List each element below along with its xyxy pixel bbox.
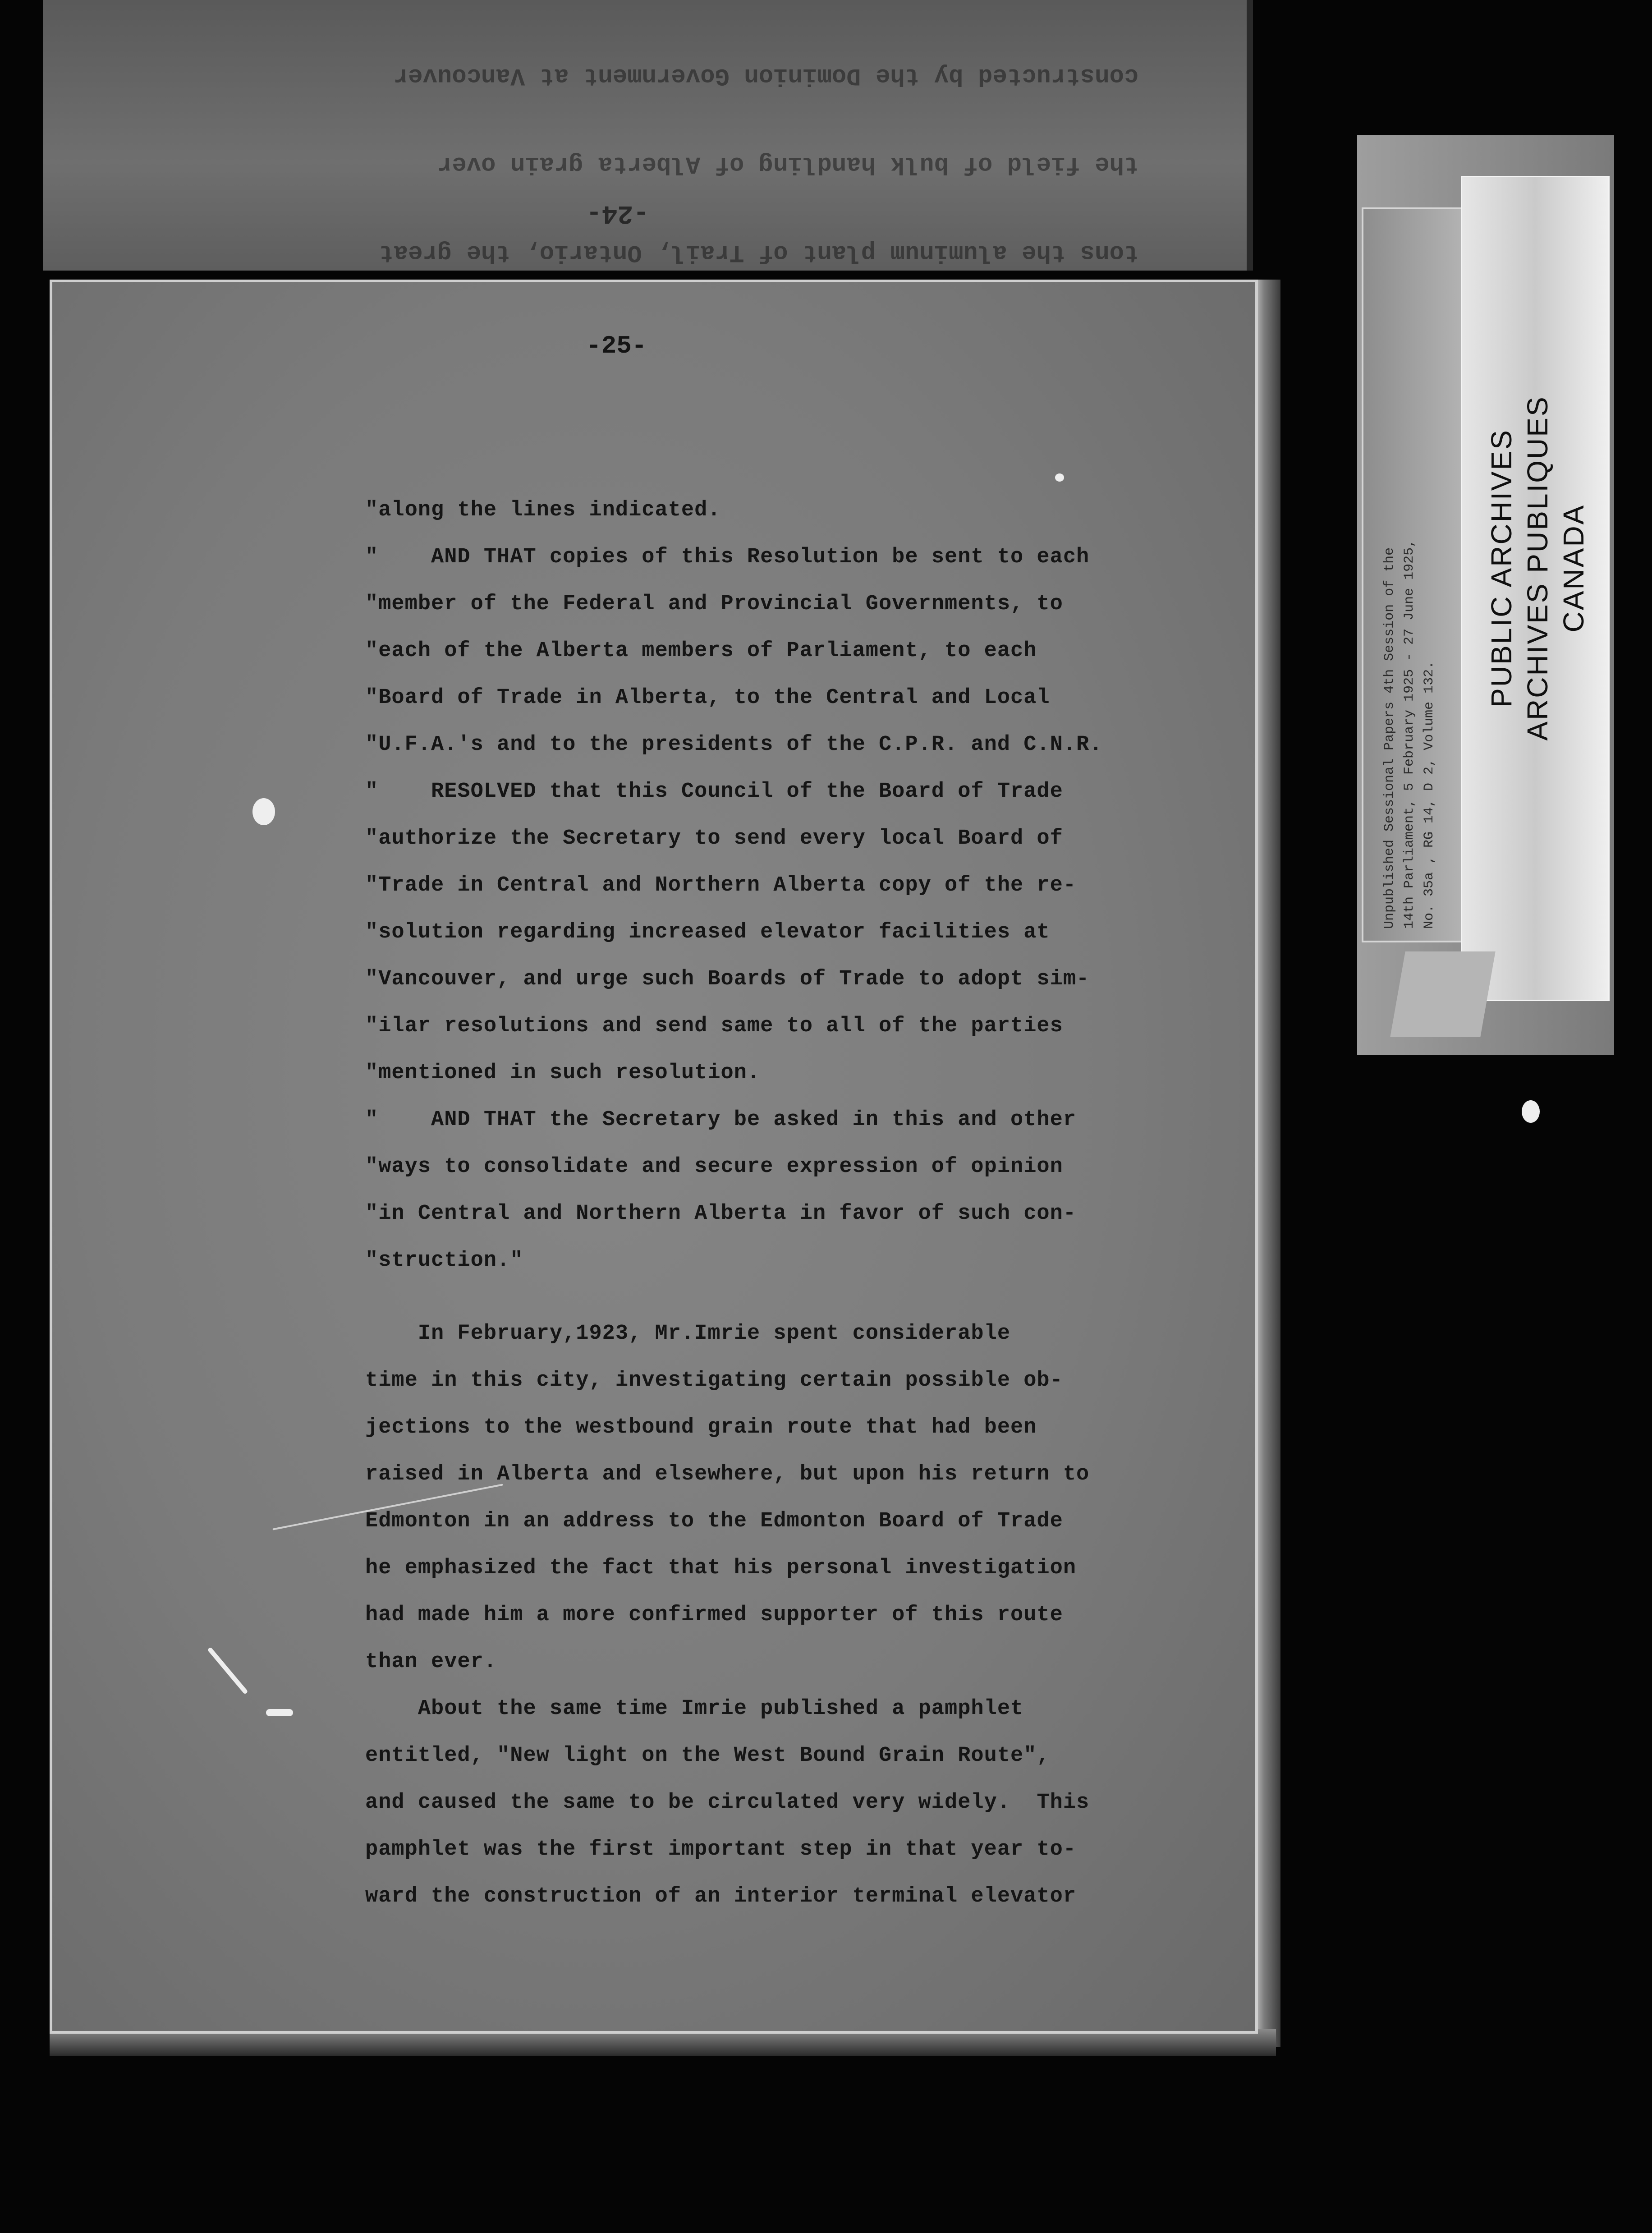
text-line: "U.F.A.'s and to the presidents of the C.P.R. and C.N.R. bbox=[365, 733, 1103, 757]
reference-line: No. 35a , RG 14, D 2, Volume 132. bbox=[1422, 661, 1437, 929]
text-line: pamphlet was the first important step in that year to- bbox=[365, 1838, 1077, 1861]
paragraph-resolution bbox=[365, 487, 1222, 1284]
text-line: " AND THAT copies of this Resolution be sent to each bbox=[365, 545, 1090, 569]
text-line: In February,1923, Mr.Imrie spent considerable bbox=[365, 1322, 1011, 1346]
text-line: than ever. bbox=[365, 1650, 497, 1674]
stamp-line: ARCHIVES PUBLIQUES bbox=[1521, 395, 1554, 741]
text-line: " AND THAT the Secretary be asked in this and other bbox=[365, 1108, 1077, 1132]
paragraph-gap bbox=[365, 1284, 1222, 1310]
film-speck bbox=[1055, 473, 1064, 482]
page-number: -25- bbox=[586, 331, 647, 360]
text-line: "in Central and Northern Alberta in favor of such con- bbox=[365, 1202, 1077, 1226]
archive-reference-text bbox=[1380, 198, 1439, 929]
previous-page-number: -24- bbox=[586, 198, 649, 228]
prev-line-2: the field of bulk handling of Alberta grain over bbox=[437, 150, 1139, 178]
reference-line: Unpublished Sessional Papers 4th Session of the bbox=[1382, 547, 1397, 929]
text-line: "authorize the Secretary to send every local Board of bbox=[365, 827, 1063, 850]
text-line: and caused the same to be circulated very widely. This bbox=[365, 1791, 1090, 1815]
film-speck bbox=[252, 798, 275, 825]
stamp-line: PUBLIC ARCHIVES bbox=[1485, 429, 1518, 708]
previous-page bbox=[43, 0, 1253, 271]
text-line: ward the construction of an interior terminal elevator bbox=[365, 1884, 1077, 1908]
text-line: "Vancouver, and urge such Boards of Trade to adopt sim- bbox=[365, 967, 1090, 991]
previous-page-bleedthrough-text bbox=[340, 9, 1197, 318]
text-line: "each of the Alberta members of Parliament, to each bbox=[365, 639, 1037, 663]
text-line: entitled, "New light on the West Bound Grain Route", bbox=[365, 1744, 1050, 1768]
text-line: "Board of Trade in Alberta, to the Central and Local bbox=[365, 686, 1050, 710]
prev-line-3: constructed by the Dominion Government at Vancouver bbox=[393, 62, 1139, 89]
text-line: "along the lines indicated. bbox=[365, 498, 721, 522]
archive-label-foot bbox=[1390, 951, 1496, 1037]
text-line: jections to the westbound grain route that had been bbox=[365, 1415, 1037, 1439]
text-line: "solution regarding increased elevator facilities at bbox=[365, 920, 1050, 944]
text-line: had made him a more confirmed supporter of this route bbox=[365, 1603, 1063, 1627]
text-line: raised in Alberta and elsewhere, but upon his return to bbox=[365, 1462, 1090, 1486]
text-line: "Trade in Central and Northern Alberta copy of the re- bbox=[365, 873, 1077, 897]
reference-line: 14th Parliament, 5 February 1925 - 27 June 1925, bbox=[1402, 539, 1417, 929]
text-line: he emphasized the fact that his personal investigation bbox=[365, 1556, 1077, 1580]
text-line: "struction." bbox=[365, 1249, 523, 1273]
paragraph-pamphlet bbox=[365, 1686, 1222, 1920]
film-speck bbox=[266, 1709, 293, 1716]
text-line: About the same time Imrie published a pamphlet bbox=[365, 1697, 1024, 1721]
text-line: time in this city, investigating certain possible ob- bbox=[365, 1369, 1063, 1392]
text-line: "ways to consolidate and secure expression of opinion bbox=[365, 1155, 1063, 1179]
text-line: "mentioned in such resolution. bbox=[365, 1061, 761, 1085]
stamp-line: CANADA bbox=[1557, 504, 1590, 633]
text-line: "member of the Federal and Provincial Governments, to bbox=[365, 592, 1063, 616]
paragraph-imrie-visit bbox=[365, 1310, 1222, 1686]
prev-line-1: tons the aluminum plant of Trail, Ontario, the great bbox=[379, 239, 1139, 266]
film-speck bbox=[1522, 1100, 1540, 1123]
text-line: " RESOLVED that this Council of the Board of Trade bbox=[365, 780, 1063, 804]
document-body bbox=[365, 487, 1222, 1920]
archive-stamp-text bbox=[1483, 343, 1592, 794]
text-line: "ilar resolutions and send same to all of the parties bbox=[365, 1014, 1063, 1038]
text-line: Edmonton in an address to the Edmonton Board of Trade bbox=[365, 1509, 1063, 1533]
